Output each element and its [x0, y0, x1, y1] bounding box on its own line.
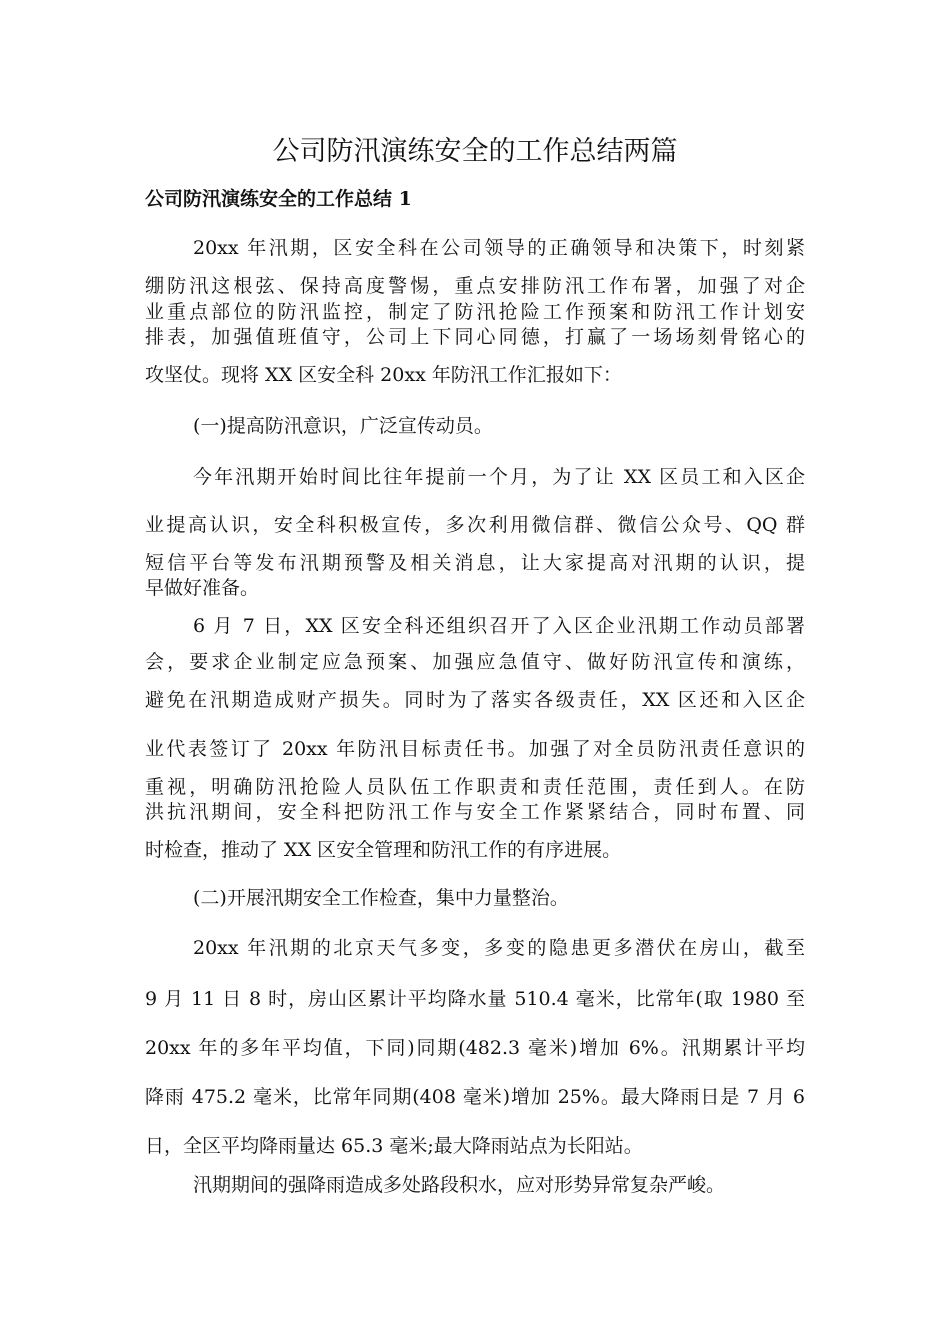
paragraph-line: 时检查，推动了 XX 区安全管理和防汛工作的有序进展。: [145, 839, 622, 861]
paragraph-line: 20xx 年汛期的北京天气多变，多变的隐患更多潜伏在房山，截至: [193, 937, 805, 959]
paragraph-line: 降雨 475.2 毫米，比常年同期(408 毫米)增加 25%。最大降雨日是 7 月 6: [145, 1086, 805, 1108]
paragraph-line: 洪抗汛期间，安全科把防汛工作与安全工作紧紧结合，同时布置、同: [145, 801, 805, 823]
paragraph-line: 绷防汛这根弦、保持高度警惕，重点安排防汛工作布署，加强了对企: [145, 275, 805, 297]
paragraph-line: 排表，加强值班值守，公司上下同心同德，打赢了一场场刻骨铭心的: [145, 326, 805, 348]
paragraph-line: 重视，明确防汛抢险人员队伍工作职责和责任范围，责任到人。在防: [145, 776, 805, 798]
paragraph-line: 20xx 年的多年平均值，下同)同期(482.3 毫米)增加 6%。汛期累计平均: [145, 1037, 805, 1059]
paragraph-line: 20xx 年汛期，区安全科在公司领导的正确领导和决策下，时刻紧: [193, 237, 805, 259]
paragraph-line: 避免在汛期造成财产损失。同时为了落实各级责任，XX 区还和入区企: [145, 689, 805, 711]
paragraph-line: 6 月 7 日，XX 区安全科还组织召开了入区企业汛期工作动员部署: [193, 615, 805, 637]
paragraph-line: 今年汛期开始时间比往年提前一个月，为了让 XX 区员工和入区企: [193, 466, 805, 488]
document-title: 公司防汛演练安全的工作总结两篇: [272, 136, 678, 167]
section-heading: 公司防汛演练安全的工作总结 1: [145, 188, 412, 210]
paragraph-line: 短信平台等发布汛期预警及相关消息，让大家提高对汛期的认识，提: [145, 552, 805, 574]
paragraph-line: 汛期期间的强降雨造成多处路段积水，应对形势异常复杂严峻。: [193, 1174, 726, 1196]
paragraph-line: (一)提高防汛意识，广泛宣传动员。: [193, 415, 493, 437]
paragraph-line: 日，全区平均降雨量达 65.3 毫米;最大降雨站点为长阳站。: [145, 1135, 643, 1157]
paragraph-line: 9 月 11 日 8 时，房山区累计平均降水量 510.4 毫米，比常年(取 1980 至: [145, 988, 805, 1010]
paragraph-line: 业代表签订了 20xx 年防汛目标责任书。加强了对全员防汛责任意识的: [145, 738, 805, 760]
paragraph-line: 业重点部位的防汛监控，制定了防汛抢险工作预案和防汛工作计划安: [145, 301, 805, 323]
paragraph-line: 攻坚仗。现将 XX 区安全科 20xx 年防汛工作汇报如下：: [145, 364, 622, 386]
paragraph-line: (二)开展汛期安全工作检查，集中力量整治。: [193, 887, 569, 909]
paragraph-line: 早做好准备。: [145, 577, 260, 599]
paragraph-line: 业提高认识，安全科积极宣传，多次利用微信群、微信公众号、QQ 群: [145, 514, 805, 536]
paragraph-line: 会，要求企业制定应急预案、加强应急值守、做好防汛宣传和演练，: [145, 651, 805, 673]
